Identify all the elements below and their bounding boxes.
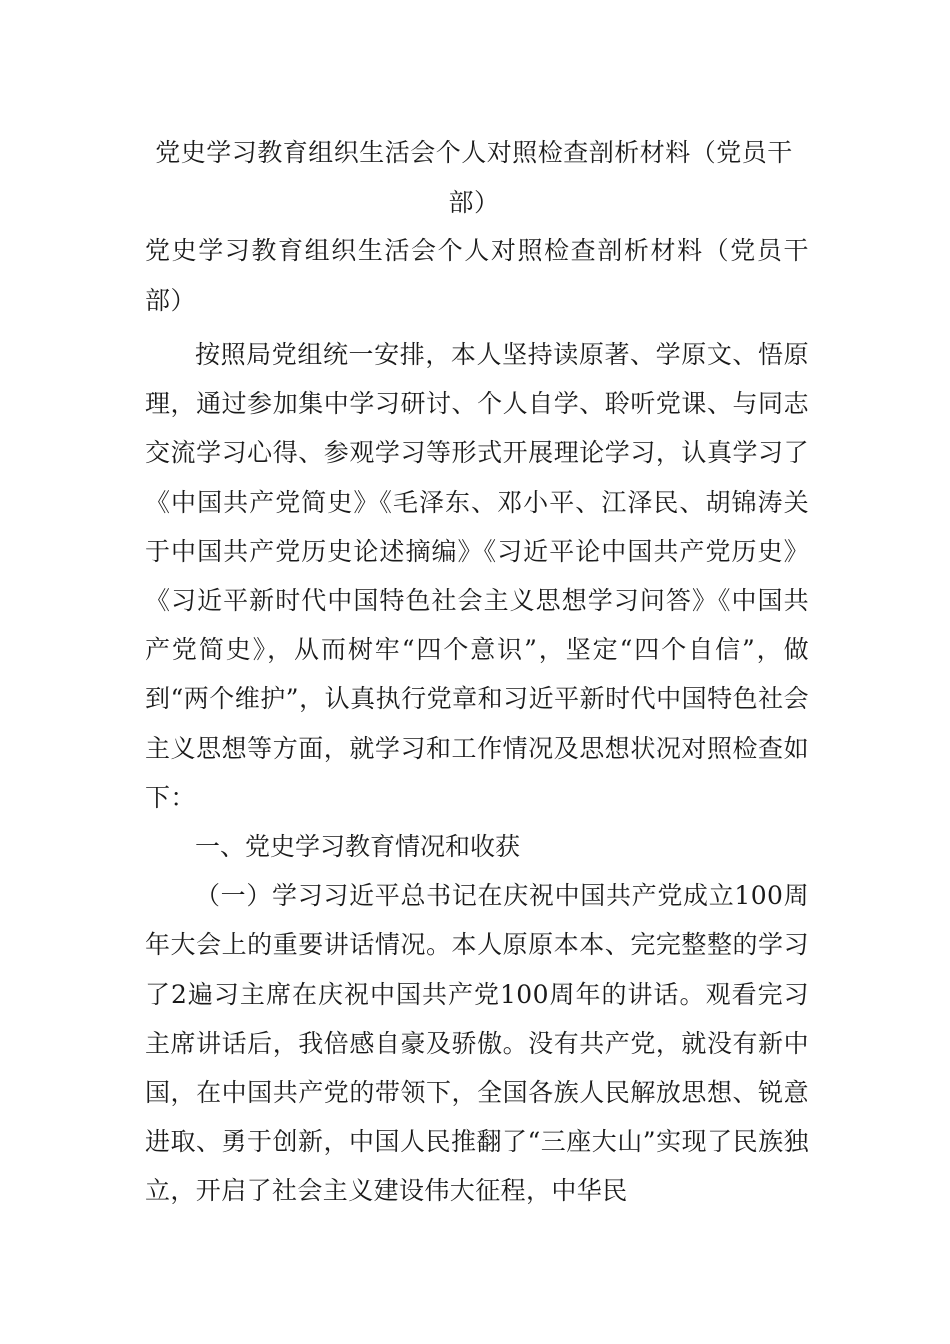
section-heading: 一、党史学习教育情况和收获	[195, 832, 521, 862]
paragraph-section-1: （一）学习习近平总书记在庆祝中国共产党成立100周年大会上的重要讲话情况。本人原原本本、完完整整的学习了2遍习主席在庆祝中国共产党100周年的讲话。观看完习主席讲话后，我倍感自豪及骄傲。没有共产党，就没有新中国，在中国共产党的带领下，全国各族人民解放思想、锐意进取、勇于创新，中国人民推翻了“三座大山”实现了民族独立，开启了社会主义建设伟大征程，中华民	[145, 881, 809, 1206]
paragraph-intro: 按照局党组统一安排，本人坚持读原著、学原文、悟原理，通过参加集中学习研讨、个人自学、聆听党课、与同志交流学习心得、参观学习等形式开展理论学习，认真学习了《中国共产党简史》《毛泽东、邓小平、江泽民、胡锦涛关于中国共产党历史论述摘编》《习近平论中国共产党历史》《习近平新时代中国特色社会主义思想学习问答》《中国共产党简史》，从而树牢“四个意识”，坚定“四个自信”，做到“两个维护”，认真执行党章和习近平新时代中国特色社会主义思想等方面，就学习和工作情况及思想状况对照检查如下：	[145, 340, 809, 812]
document-title: 党史学习教育组织生活会个人对照检查剖析材料（党员干部）	[155, 138, 793, 217]
document-subtitle: 党史学习教育组织生活会个人对照检查剖析材料（党员干部）	[145, 236, 809, 315]
document-body	[145, 330, 809, 1216]
